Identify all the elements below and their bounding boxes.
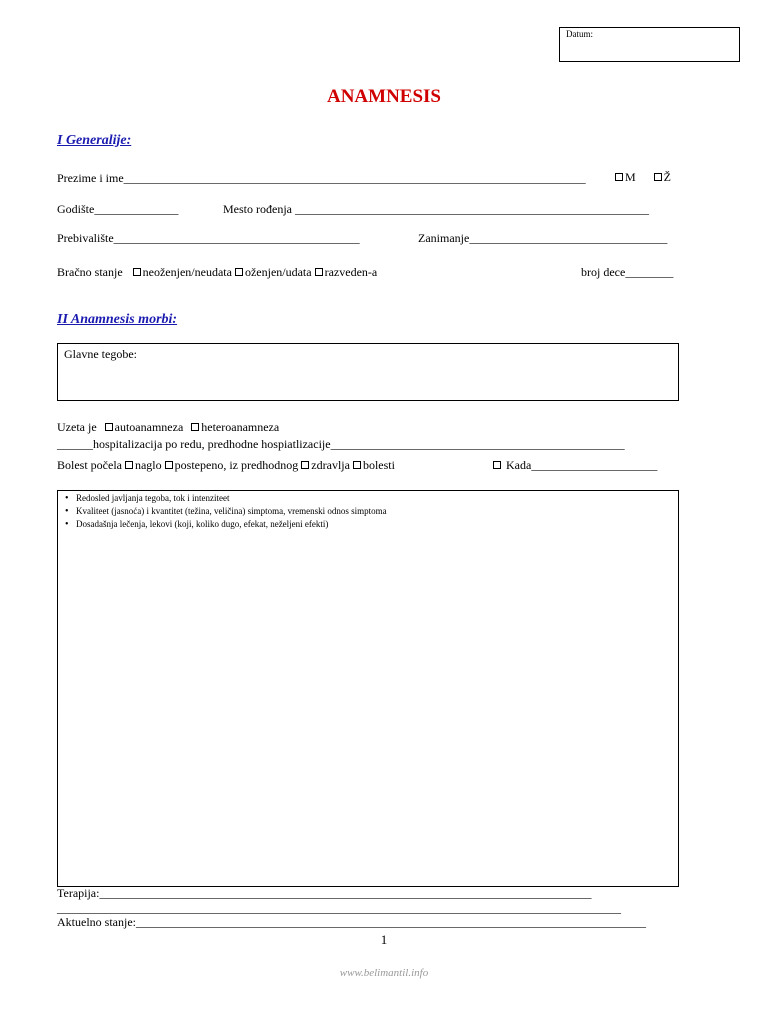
date-label: Datum: <box>566 29 593 39</box>
kada-checkbox[interactable] <box>493 461 501 469</box>
gender-m-checkbox[interactable] <box>615 173 623 181</box>
website-watermark: www.belimantil.info <box>339 967 429 979</box>
terapija-field[interactable]: __________________________________________________________________________________ <box>99 886 592 900</box>
bracno-label: Bračno stanje <box>57 265 123 279</box>
kada-field[interactable]: _____________________ <box>531 458 658 472</box>
hospitalizacija-field[interactable]: _________________________________________________ <box>330 437 625 451</box>
guidance-item: • Kvaliteet (jasnoća) i kvantitet (težina, veličina) simptoma, vremenski odnos simptoma <box>76 505 678 518</box>
prezime-row <box>57 171 586 186</box>
heteroanamneza-label: heteroanamneza <box>201 420 280 434</box>
godiste-label: Godište <box>57 202 95 216</box>
document-title: ANAMNESIS <box>326 86 442 107</box>
godiste-row <box>57 202 178 217</box>
postepeno-label: postepeno, iz predhodnog <box>174 458 299 472</box>
kada-label: Kada <box>506 458 532 472</box>
terapija-continuation-line[interactable]: ______________________________________________________________________________________________ <box>57 901 621 915</box>
zdravlja-checkbox[interactable] <box>301 461 309 469</box>
zanimanje-label: Zanimanje <box>418 231 470 245</box>
prebivaliste-label: Prebivalište <box>57 231 114 245</box>
date-box[interactable] <box>559 27 740 62</box>
gender-z-label: Ž <box>663 170 672 184</box>
terapija-row <box>57 886 591 901</box>
razveden-label: razveden-a <box>324 265 378 279</box>
prezime-field[interactable]: _____________________________________________________________________________ <box>123 171 586 185</box>
page-number: 1 <box>380 932 388 947</box>
hospitalizacija-count-field[interactable]: ______ <box>57 437 93 451</box>
godiste-field[interactable]: ______________ <box>94 202 179 216</box>
neozenjen-label: neoženjen/neudata <box>142 265 232 279</box>
bolesti-label: bolesti <box>362 458 395 472</box>
guidance-item: • Dosadašnja lečenja, lekovi (koji, koliko dugo, efekat, neželjeni efekti) <box>76 518 678 531</box>
heteroanamneza-checkbox[interactable] <box>191 423 199 431</box>
section-anamnesis-morbi-heading: II Anamnesis morbi: <box>57 312 178 327</box>
gender-m-label: M <box>625 170 636 184</box>
terapija-label: Terapija: <box>57 886 100 900</box>
mesto-label: Mesto rođenja <box>223 202 292 216</box>
aktuelno-row <box>57 915 646 930</box>
history-notes-box[interactable] <box>57 490 679 887</box>
gender-options <box>615 170 671 185</box>
postepeno-checkbox[interactable] <box>165 461 173 469</box>
zanimanje-field[interactable]: _________________________________ <box>469 231 668 245</box>
uzeta-label: Uzeta je <box>57 420 97 434</box>
mesto-field[interactable]: ___________________________________________________________ <box>294 202 649 216</box>
bracno-row <box>57 265 377 280</box>
section-generalije-heading: I Generalije: <box>57 133 132 148</box>
prebivaliste-field[interactable]: _________________________________________ <box>113 231 360 245</box>
neozenjen-checkbox[interactable] <box>133 268 141 276</box>
broj-dece-row <box>581 265 673 280</box>
zanimanje-row <box>418 231 667 246</box>
aktuelno-label: Aktuelno stanje: <box>57 915 136 929</box>
bolest-row <box>57 458 395 473</box>
guidance-item: • Redosled javljanja tegoba, tok i intenziteet <box>76 492 678 505</box>
bolesti-checkbox[interactable] <box>353 461 361 469</box>
naglo-label: naglo <box>134 458 162 472</box>
mesto-row <box>223 202 649 217</box>
gender-z-checkbox[interactable] <box>654 173 662 181</box>
ozenjen-checkbox[interactable] <box>235 268 243 276</box>
razveden-checkbox[interactable] <box>315 268 323 276</box>
ozenjen-label: oženjen/udata <box>244 265 312 279</box>
aktuelno-field[interactable]: _____________________________________________________________________________________ <box>135 915 646 929</box>
prezime-label: Prezime i ime <box>57 171 124 185</box>
broj-dece-label: broj dece <box>581 265 626 279</box>
hospitalizacija-row <box>57 437 625 452</box>
guidance-list <box>58 492 678 531</box>
prebivaliste-row <box>57 231 360 246</box>
broj-dece-field[interactable]: ________ <box>625 265 674 279</box>
autoanamneza-label: autoanamneza <box>114 420 184 434</box>
naglo-checkbox[interactable] <box>125 461 133 469</box>
hospitalizacija-label: hospitalizacija po redu, predhodne hospiatlizacije <box>93 437 331 451</box>
kada-row <box>493 458 657 473</box>
autoanamneza-checkbox[interactable] <box>105 423 113 431</box>
glavne-tegobe-label: Glavne tegobe: <box>64 347 137 361</box>
uzeta-row <box>57 420 279 435</box>
bolest-label: Bolest počela <box>57 458 122 472</box>
zdravlja-label: zdravlja <box>311 458 350 472</box>
glavne-tegobe-box[interactable] <box>57 343 679 401</box>
